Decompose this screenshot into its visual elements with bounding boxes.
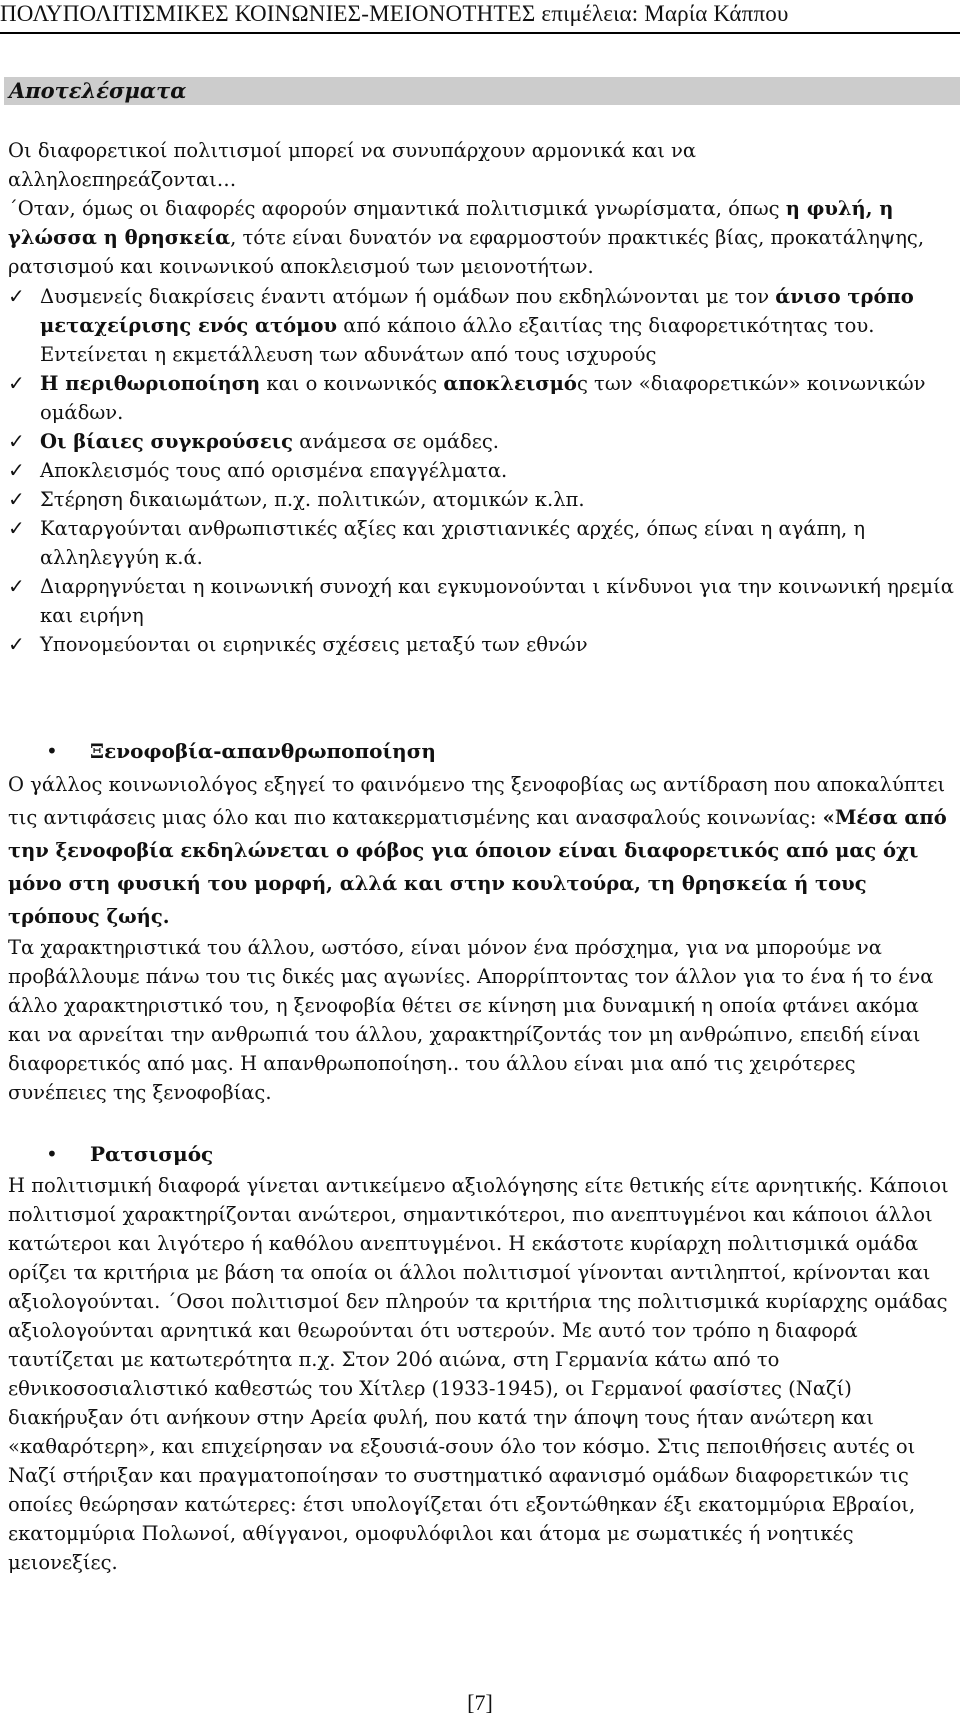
bullet-icon: • — [46, 1142, 58, 1166]
checkmark-icon: ✓ — [8, 516, 25, 540]
page-number: [7] — [467, 1690, 493, 1715]
list-item: ✓ Η περιθωριοποίηση και ο κοινωνικός αποκλεισμός των «διαφορετικών» κοινωνικών ομάδων. — [8, 371, 926, 424]
intro-paragraph-1 — [8, 136, 958, 194]
racism-heading-text: Ρατσισμός — [90, 1142, 214, 1166]
list-item: ✓ Δυσμενείς διακρίσεις έναντι ατόμων ή ομάδων που εκδηλώνονται με τον άνισο τρόπο μεταχείρισης ενός ατόμου από κάποιο άλλο εξαιτίας της διαφορετικότητας του. Εντείνεται η εκμετάλλευση των αδυνάτων από τους ισχυρούς — [8, 284, 914, 366]
list-item: ✓ Στέρηση δικαιωμάτων, π.χ. πολιτικών, ατομικών κ.λπ. — [8, 485, 958, 514]
list-item: ✓ Οι βίαιες συγκρούσεις ανάμεσα σε ομάδες. — [8, 427, 958, 456]
racism-paragraph: Η πολιτισμική διαφορά γίνεται αντικείμενο αξιολόγησης είτε θετικής είτε αρνητικής. Κάποιοι πολιτισμοί χαρακτηρίζονται ανώτεροι, σημαντικότεροι, πιο ανεπτυγμένοι και κάποιοι άλλοι κατώτεροι και λιγότερο ή καθόλου ανεπτυγμένοι. Η εκάστοτε κυρίαρχη πολιτισμικά ομάδα ορίζει τα κριτήρια με βάση τα οποία οι άλλοι πολιτισμοί γίνονται αντιληπτοί, κρίνονται και αξιολογούνται. ΄Οσοι πολιτισμοί δεν πληρούν τα κριτήρια της πολιτισμικά κυρίαρχης ομάδας αξιολογούνται αρνητικά και θεωρούνται ότι υστερούν. Με αυτό τον τρόπο η διαφορά ταυτίζεται με κατωτερότητα π.χ. Στον 20ό αιώνα, στη Γερμανία κάτω από το εθνικοσοσιαλιστικό καθεστώς του Χίτλερ (1933-1945), οι Γερμανοί φασίστες (Ναζί) διακήρυξαν ότι ανήκουν στην Αρεία φυλή, που κατά την άποψη τους ήταν ανώτερη και «καθαρότερη», και επιχείρησαν να εξουσιά-σουν όλο τον κόσμο. Στις πεποιθήσεις αυτές οι Ναζί στήριξαν και πραγματοποίησαν το συστηματικό αφανισμό ομάδων διαφορετικών τις οποίες θεώρησαν κατώτερες: έτσι υπολογίζεται ότι εξοντώθηκαν έξι εκατομμύρια Εβραίοι, εκατομμύρια Πολωνοί, αθίγγανοι, ομοφυλόφιλοι και άτομα με σωματικές ή νοητικές μειονεξίες. — [8, 1174, 949, 1574]
running-header: ΠΟΛΥΠΟΛΙΤΙΣΜΙΚΕΣ ΚΟΙΝΩΝΙΕΣ-ΜΕΙΟΝΟΤΗΤΕΣ επιμέλεια: Μαρία Κάππου — [0, 1, 789, 26]
checkmark-icon: ✓ — [8, 284, 25, 308]
xenophobia-paragraph-2: Τα χαρακτηριστικά του άλλου, ωστόσο, είναι μόνον ένα πρόσχημα, για να μπορούμε να προβάλλουμε πάνω του τις δικές μας αγωνίες. Απορρίπτοντας τον άλλον για το ένα ή το ένα άλλο χαρακτηριστικό του, η ξενοφοβία θέτει σε κίνηση μια δυναμική η οποία φτάνει ακόμα και να αρνείται την ανθρωπιά του άλλου, χαρακτηρίζοντάς τον μη ανθρώπινο, επειδή είναι διαφορετικός από μας. Η απανθρωποποίηση.. του άλλου είναι μια από τις χειρότερες συνέπειες της ξενοφοβίας. — [8, 936, 934, 1104]
intro-line-2: αλληλοεπηρεάζονται… — [8, 168, 237, 191]
section-title: Αποτελέσματα — [4, 77, 960, 105]
checkmark-icon: ✓ — [8, 487, 25, 511]
header-rule — [0, 32, 960, 34]
bullet-icon: • — [46, 739, 58, 763]
checkmark-icon: ✓ — [8, 574, 25, 598]
emphasis: η φυλή, η γλώσσα η θρησκεία — [8, 197, 894, 249]
intro-line-1: Οι διαφορετικοί πολιτισμοί μπορεί να συνυπάρχουν αρμονικά και να — [8, 139, 697, 162]
xenophobia-paragraph-1: Ο γάλλος κοινωνιολόγος εξηγεί το φαινόμενο της ξενοφοβίας ως αντίδραση που αποκαλύπτει τις αντιφάσεις μιας όλο και πιο κατακερματισμένης και ανασφαλούς κοινωνίας: «Μέσα από την ξενοφοβία εκδηλώνεται ο φόβος για όποιον είναι διαφορετικός από μας όχι μόνο στη φυσική του μορφή, αλλά και στην κουλτούρα, τη θρησκεία ή τους τρόπους ζωής. — [8, 773, 947, 928]
xenophobia-heading-text: Ξενοφοβία-απανθρωποποίηση — [90, 739, 436, 763]
checkmark-icon: ✓ — [8, 371, 25, 395]
intro-text — [8, 136, 958, 281]
intro-paragraph-2: ΄Οταν, όμως οι διαφορές αφορούν σημαντικά πολιτισμικά γνωρίσματα, όπως η φυλή, η γλώσσα η θρησκεία, τότε είναι δυνατόν να εφαρμοστούν πρακτικές βίας, προκατάληψης, ρατσισμού και κοινωνικού αποκλεισμού των μειονοτήτων. — [8, 197, 925, 278]
list-item: ✓ Αποκλεισμός τους από ορισμένα επαγγέλματα. — [8, 456, 958, 485]
checkmark-icon: ✓ — [8, 632, 25, 656]
list-item: ✓ Υπονομεύονται οι ειρηνικές σχέσεις μεταξύ των εθνών — [8, 630, 958, 659]
list-item: ✓ Διαρρηγνύεται η κοινωνική συνοχή και εγκυμονούνται ι κίνδυνοι για την κοινωνική ηρεμία και ειρήνη — [8, 574, 954, 627]
consequences-checklist — [8, 282, 958, 659]
quote: «Μέσα από την ξενοφοβία εκδηλώνεται ο φόβος για όποιον είναι διαφορετικός από μας όχι μόνο στη φυσική του μορφή, αλλά και στην κουλτούρα, τη θρησκεία ή τους τρόπους ζωής. — [8, 806, 947, 928]
checkmark-icon: ✓ — [8, 458, 25, 482]
checkmark-icon: ✓ — [8, 429, 25, 453]
list-item: ✓ Καταργούνται ανθρωπιστικές αξίες και χριστιανικές αρχές, όπως είναι η αγάπη, η αλληλεγγύη κ.ά. — [8, 516, 866, 569]
